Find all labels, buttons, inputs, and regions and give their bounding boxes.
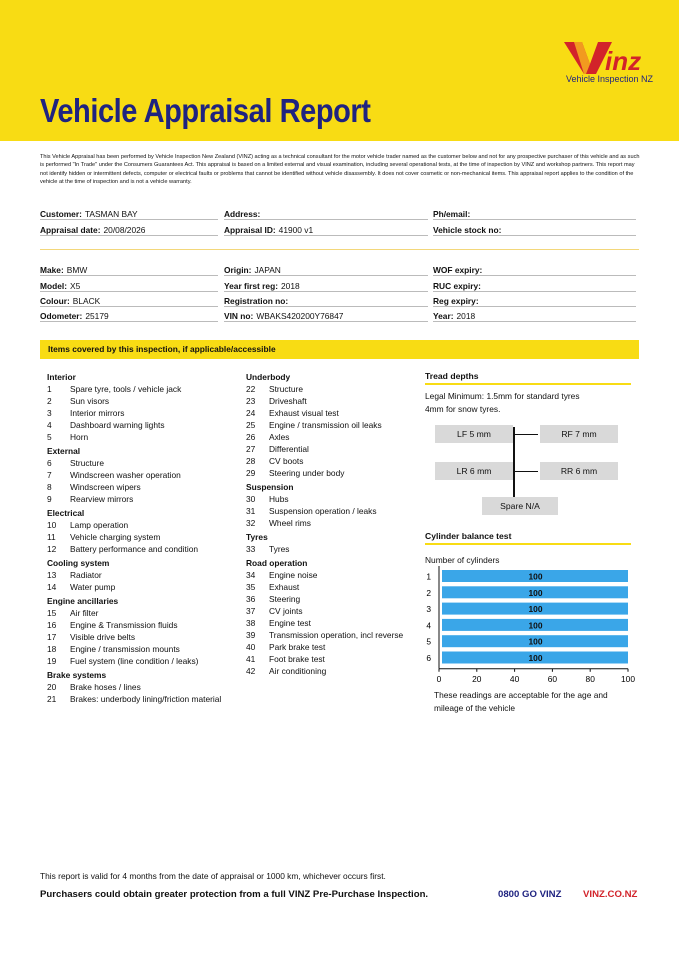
inspection-item xyxy=(47,431,232,443)
origin-field xyxy=(224,265,281,275)
tyre-spare-box: Spare N/A xyxy=(482,497,558,515)
item-label: Dashboard warning lights xyxy=(70,420,165,430)
cylinder-note-line2: mileage of the vehicle xyxy=(434,703,516,713)
tread-note-line2: 4mm for snow tyres. xyxy=(425,404,501,414)
category-heading: Cooling system xyxy=(47,558,110,568)
cylinder-bar-value: 100 xyxy=(528,587,543,598)
item-number: 21 xyxy=(47,694,57,704)
make-field xyxy=(40,265,87,275)
item-number: 20 xyxy=(47,682,57,692)
item-label: Interior mirrors xyxy=(70,408,125,418)
tread-diagram-spine xyxy=(513,427,515,499)
item-number: 19 xyxy=(47,656,57,666)
wof-expiry-field xyxy=(433,265,485,275)
item-number: 27 xyxy=(246,444,256,454)
item-number: 40 xyxy=(246,642,256,652)
customer-value: TASMAN BAY xyxy=(84,209,138,219)
tread-depths-title: Tread depths xyxy=(425,371,479,381)
item-label: Engine noise xyxy=(269,570,318,580)
item-number: 16 xyxy=(47,620,57,630)
item-label: Horn xyxy=(70,432,89,442)
reg-expiry-field xyxy=(433,296,482,306)
item-number: 3 xyxy=(47,408,52,418)
item-label: Differential xyxy=(269,444,309,454)
appraisal-date-field xyxy=(40,225,145,235)
inspection-item xyxy=(246,455,416,467)
underline xyxy=(224,291,428,292)
item-label: Park brake test xyxy=(269,642,326,652)
phone-field xyxy=(433,209,473,219)
item-number: 32 xyxy=(246,518,256,528)
item-label: Rearview mirrors xyxy=(70,494,134,504)
phone-number-link[interactable]: 0800 GO VINZ xyxy=(498,889,562,900)
inspection-item xyxy=(246,605,416,617)
category-heading: Suspension xyxy=(246,482,294,492)
inspection-item xyxy=(246,581,416,593)
x-tick-label: 0 xyxy=(436,673,442,684)
logo-wordmark: inz xyxy=(605,46,642,76)
item-number: 7 xyxy=(47,470,52,480)
appraisal-id-field xyxy=(224,225,313,235)
item-label: Steering xyxy=(269,594,301,604)
underline xyxy=(224,235,428,236)
category-heading: Brake systems xyxy=(47,670,107,680)
item-number: 23 xyxy=(246,396,256,406)
inspection-item xyxy=(47,569,232,581)
item-number: 9 xyxy=(47,494,52,504)
item-number: 36 xyxy=(246,594,256,604)
inspection-item xyxy=(246,629,416,641)
inspection-item xyxy=(47,493,232,505)
stock-no-label: Vehicle stock no: xyxy=(433,225,502,235)
item-label: Windscreen washer operation xyxy=(70,470,181,480)
item-number: 35 xyxy=(246,582,256,592)
model-label: Model: xyxy=(40,281,67,291)
origin-label: Origin: xyxy=(224,265,252,275)
tyre-rf-box: RF 7 mm xyxy=(540,425,618,443)
item-label: Vehicle charging system xyxy=(70,532,161,542)
inspection-item xyxy=(246,593,416,605)
item-number: 4 xyxy=(47,420,52,430)
inspection-item xyxy=(47,395,232,407)
inspection-item xyxy=(47,407,232,419)
item-label: Structure xyxy=(269,384,303,394)
x-tick-label: 40 xyxy=(509,673,520,684)
underline xyxy=(433,306,636,307)
inspection-item xyxy=(246,653,416,665)
inspection-item xyxy=(246,641,416,653)
year-label: Year: xyxy=(433,311,454,321)
item-label: Windscreen wipers xyxy=(70,482,141,492)
cylinder-bar-value: 100 xyxy=(528,620,543,631)
cylinder-bar-value: 100 xyxy=(528,604,543,615)
tyre-lr-box: LR 6 mm xyxy=(435,462,513,480)
items-heading-bar xyxy=(40,340,639,359)
make-value: BMW xyxy=(66,265,88,275)
item-number: 24 xyxy=(246,408,256,418)
item-number: 25 xyxy=(246,420,256,430)
colour-value: BLACK xyxy=(72,296,101,306)
cylinder-category-label: 4 xyxy=(426,620,431,631)
appraisal-date-value: 20/08/2026 xyxy=(103,225,146,235)
make-label: Make: xyxy=(40,265,64,275)
inspection-item xyxy=(246,569,416,581)
item-number: 39 xyxy=(246,630,256,640)
x-tick-label: 80 xyxy=(585,673,595,684)
item-label: Tyres xyxy=(269,544,290,554)
inspection-item xyxy=(47,481,232,493)
item-number: 1 xyxy=(47,384,52,394)
odometer-field xyxy=(40,311,109,321)
address-field xyxy=(224,209,263,219)
inspection-item xyxy=(246,407,416,419)
year-value: 2018 xyxy=(456,311,476,321)
item-number: 13 xyxy=(47,570,57,580)
item-label: Sun visors xyxy=(70,396,110,406)
item-label: Steering under body xyxy=(269,468,345,478)
underline xyxy=(224,321,428,322)
vin-field xyxy=(224,311,343,321)
tyre-rr-box: RR 6 mm xyxy=(540,462,618,480)
cylinder-balance-chart xyxy=(418,566,640,688)
customer-field xyxy=(40,209,138,219)
underline xyxy=(433,235,636,236)
item-label: Air filter xyxy=(70,608,99,618)
wof-expiry-label: WOF expiry: xyxy=(433,265,483,275)
items-column-middle xyxy=(246,371,416,677)
vin-label: VIN no: xyxy=(224,311,254,321)
inspection-item xyxy=(47,681,232,693)
item-label: Exhaust visual test xyxy=(269,408,339,418)
cylinder-test-title: Cylinder balance test xyxy=(425,531,512,541)
appraisal-date-label: Appraisal date: xyxy=(40,225,101,235)
page-title: Vehicle Appraisal Report xyxy=(40,92,371,129)
appraisal-id-value: 41900 v1 xyxy=(278,225,314,235)
cylinder-note-line1: These readings are acceptable for the age and xyxy=(434,690,608,700)
inspection-item xyxy=(47,469,232,481)
item-label: Axles xyxy=(269,432,290,442)
item-label: Spare tyre, tools / vehicle jack xyxy=(70,384,182,394)
year-first-reg-value: 2018 xyxy=(281,281,300,291)
item-number: 26 xyxy=(246,432,256,442)
inspection-item xyxy=(246,617,416,629)
x-tick-label: 100 xyxy=(621,673,635,684)
category-heading: Underbody xyxy=(246,372,291,382)
item-number: 5 xyxy=(47,432,52,442)
inspection-item xyxy=(246,517,416,529)
year-first-reg-label: Year first reg: xyxy=(224,281,278,291)
item-label: Foot brake test xyxy=(269,654,325,664)
year-first-reg-field xyxy=(224,281,300,291)
website-link[interactable]: VINZ.CO.NZ xyxy=(583,889,638,900)
underline xyxy=(40,275,218,276)
inspection-item xyxy=(246,505,416,517)
item-number: 14 xyxy=(47,582,57,592)
category-heading: Tyres xyxy=(246,532,268,542)
item-number: 22 xyxy=(246,384,256,394)
model-value: X5 xyxy=(69,281,81,291)
underline xyxy=(40,306,218,307)
item-number: 31 xyxy=(246,506,256,516)
item-number: 34 xyxy=(246,570,256,580)
category-heading: Interior xyxy=(47,372,76,382)
item-label: Hubs xyxy=(269,494,289,504)
address-label: Address: xyxy=(224,209,261,219)
tread-note-line1: Legal Minimum: 1.5mm for standard tyres xyxy=(425,391,580,401)
inspection-item xyxy=(47,457,232,469)
inspection-item xyxy=(47,383,232,395)
item-number: 30 xyxy=(246,494,256,504)
item-number: 18 xyxy=(47,644,57,654)
tread-title-rule xyxy=(425,383,631,385)
item-label: Brakes: underbody lining/friction material xyxy=(70,694,222,704)
item-number: 12 xyxy=(47,544,57,554)
cylinder-category-label: 5 xyxy=(426,636,431,647)
underline xyxy=(433,219,636,220)
category-heading: Engine ancillaries xyxy=(47,596,119,606)
item-label: Driveshaft xyxy=(269,396,307,406)
item-number: 15 xyxy=(47,608,57,618)
inspection-item xyxy=(246,543,416,555)
item-label: Fuel system (line condition / leaks) xyxy=(70,656,199,666)
intro-disclaimer: This Vehicle Appraisal has been performed by Vehicle Inspection New Zealand (VINZ) acting as a technical consultant for the motor vehicle trader named as the customer below and not for any prospective purchaser of this vehicle and as such is performed "In Trade" under the Consumers Guarantees Act. This appraisal is based on a limited external and visual examination, including several operational tests, at the time of inspection by VINZ and workshop partners. This report may not identify hidden or intermittent defects, computer or electrical faults or problems that cannot be identified without vehicle disassembly. It does not cover cosmetic or non-mechanical items. This appraisal report applies to the condition of the vehicle at the time of inspection and is not a vehicle warranty. xyxy=(40,154,640,185)
inspection-item xyxy=(47,543,232,555)
inspection-item xyxy=(47,631,232,643)
item-label: Engine & Transmission fluids xyxy=(70,620,178,630)
item-label: Exhaust xyxy=(269,582,300,592)
registration-field xyxy=(224,296,291,306)
inspection-item xyxy=(246,665,416,677)
cylinder-category-label: 1 xyxy=(426,571,431,582)
item-label: Brake hoses / lines xyxy=(70,682,141,692)
year-field xyxy=(433,311,475,321)
category-heading: Road operation xyxy=(246,558,308,568)
vin-value: WBAKS420200Y76847 xyxy=(256,311,344,321)
items-heading: Items covered by this inspection, if applicable/accessible xyxy=(48,344,276,354)
underline xyxy=(224,275,428,276)
inspection-item xyxy=(47,607,232,619)
tyre-lf-box: LF 5 mm xyxy=(435,425,513,443)
logo-tagline: Vehicle Inspection NZ xyxy=(566,74,654,84)
cylinder-title-rule xyxy=(425,543,631,545)
item-label: Air conditioning xyxy=(269,666,327,676)
item-label: Structure xyxy=(70,458,104,468)
odometer-value: 25179 xyxy=(85,311,109,321)
item-label: Wheel rims xyxy=(269,518,311,528)
x-tick-label: 60 xyxy=(547,673,558,684)
inspection-item xyxy=(47,531,232,543)
item-number: 29 xyxy=(246,468,256,478)
cylinder-category-label: 3 xyxy=(426,604,431,615)
item-number: 41 xyxy=(246,654,256,664)
cylinder-category-label: 6 xyxy=(426,653,431,663)
underline xyxy=(433,291,636,292)
phone-label: Ph/email: xyxy=(433,209,471,219)
item-label: Engine / transmission oil leaks xyxy=(269,420,382,430)
inspection-item xyxy=(246,443,416,455)
underline xyxy=(433,275,636,276)
model-field xyxy=(40,281,80,291)
section-divider xyxy=(40,249,639,250)
ruc-expiry-label: RUC expiry: xyxy=(433,281,481,291)
inspection-item xyxy=(47,655,232,667)
protection-note: Purchasers could obtain greater protection from a full VINZ Pre-Purchase Inspection. xyxy=(40,889,429,900)
cylinder-bar-value: 100 xyxy=(528,636,543,647)
inspection-item xyxy=(246,467,416,479)
item-number: 17 xyxy=(47,632,57,642)
inspection-item xyxy=(47,519,232,531)
odometer-label: Odometer: xyxy=(40,311,83,321)
colour-field xyxy=(40,296,100,306)
inspection-item xyxy=(47,419,232,431)
underline xyxy=(224,219,428,220)
cylinder-category-label: 2 xyxy=(426,587,431,598)
stock-no-field xyxy=(433,225,504,235)
item-number: 6 xyxy=(47,458,52,468)
item-label: Transmission operation, incl reverse xyxy=(269,630,404,640)
inspection-item xyxy=(246,383,416,395)
item-label: CV boots xyxy=(269,456,304,466)
item-label: Water pump xyxy=(70,582,116,592)
validity-note: This report is valid for 4 months from the date of appraisal or 1000 km, whichever occurs first. xyxy=(40,871,386,881)
cylinder-bar-value: 100 xyxy=(528,571,543,582)
item-label: Engine / transmission mounts xyxy=(70,644,180,654)
item-number: 38 xyxy=(246,618,256,628)
underline xyxy=(40,291,218,292)
inspection-item xyxy=(47,619,232,631)
ruc-expiry-field xyxy=(433,281,484,291)
item-number: 37 xyxy=(246,606,256,616)
item-number: 33 xyxy=(246,544,256,554)
item-number: 11 xyxy=(47,532,56,542)
item-number: 28 xyxy=(246,456,256,466)
registration-label: Registration no: xyxy=(224,296,289,306)
customer-label: Customer: xyxy=(40,209,82,219)
inspection-item xyxy=(47,581,232,593)
underline xyxy=(40,321,218,322)
item-label: Battery performance and condition xyxy=(70,544,199,554)
item-label: Radiator xyxy=(70,570,102,580)
inspection-item xyxy=(246,419,416,431)
appraisal-id-label: Appraisal ID: xyxy=(224,225,276,235)
category-heading: External xyxy=(47,446,81,456)
item-label: Engine test xyxy=(269,618,311,628)
reg-expiry-label: Reg expiry: xyxy=(433,296,479,306)
item-number: 10 xyxy=(47,520,57,530)
items-column-left xyxy=(47,371,232,705)
item-label: Visible drive belts xyxy=(70,632,136,642)
inspection-item xyxy=(246,395,416,407)
cylinder-count-label: Number of cylinders xyxy=(425,555,500,565)
inspection-item xyxy=(47,643,232,655)
underline xyxy=(40,235,218,236)
item-number: 8 xyxy=(47,482,52,492)
inspection-item xyxy=(246,431,416,443)
item-label: CV joints xyxy=(269,606,303,616)
underline xyxy=(433,321,636,322)
item-label: Suspension operation / leaks xyxy=(269,506,377,516)
colour-label: Colour: xyxy=(40,296,70,306)
cylinder-bar-value: 100 xyxy=(528,653,543,663)
item-number: 2 xyxy=(47,396,52,406)
inspection-item xyxy=(47,693,232,705)
item-number: 42 xyxy=(246,666,256,676)
underline xyxy=(40,219,218,220)
inspection-item xyxy=(246,493,416,505)
x-tick-label: 20 xyxy=(472,673,482,684)
origin-value: JAPAN xyxy=(254,265,281,275)
underline xyxy=(224,306,428,307)
item-label: Lamp operation xyxy=(70,520,129,530)
category-heading: Electrical xyxy=(47,508,85,518)
